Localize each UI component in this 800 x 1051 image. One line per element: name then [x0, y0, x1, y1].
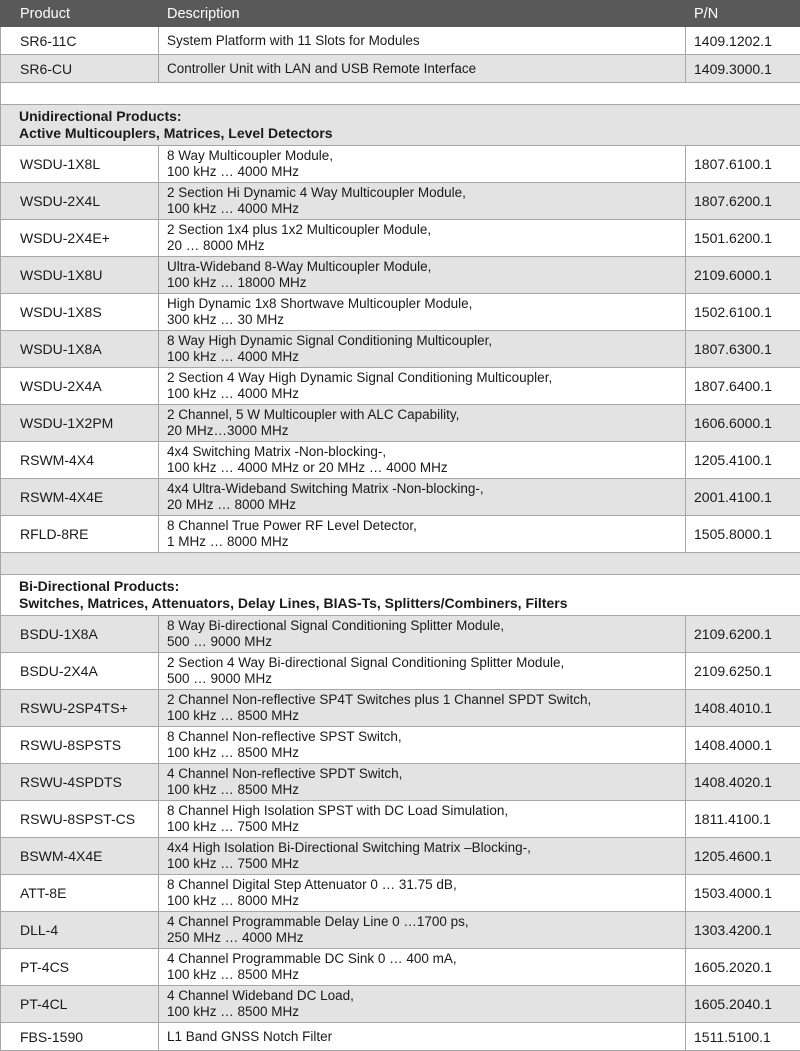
- description-cell: [159, 257, 686, 294]
- description-cell: [159, 146, 686, 183]
- pn-cell: 1605.2040.1: [686, 986, 800, 1023]
- table-row: [1, 442, 800, 479]
- pn-cell: 1408.4000.1: [686, 727, 800, 764]
- product-cell: RSWM-4X4E: [1, 479, 159, 516]
- table-row: [1, 653, 800, 690]
- description-cell: [159, 838, 686, 875]
- column-header-description: Description: [159, 1, 686, 27]
- pn-cell: 1807.6100.1: [686, 146, 800, 183]
- description-line: 20 MHz…3000 MHz: [167, 423, 677, 439]
- product-cell: WSDU-2X4L: [1, 183, 159, 220]
- description-line: 1 MHz … 8000 MHz: [167, 534, 677, 550]
- description-cell: [159, 27, 686, 55]
- description-line: 4x4 Switching Matrix -Non-blocking-,: [167, 444, 677, 460]
- pn-cell: 1205.4600.1: [686, 838, 800, 875]
- section-header-row: [1, 575, 800, 616]
- description-line: 8 Way Bi-directional Signal Conditioning Splitter Module,: [167, 618, 677, 634]
- product-cell: BSDU-2X4A: [1, 653, 159, 690]
- description-line: Controller Unit with LAN and USB Remote Interface: [167, 61, 677, 77]
- table-header-row: [1, 1, 800, 27]
- product-cell: WSDU-1X8S: [1, 294, 159, 331]
- product-cell: WSDU-1X2PM: [1, 405, 159, 442]
- pn-cell: 1501.6200.1: [686, 220, 800, 257]
- description-line: 100 kHz … 7500 MHz: [167, 819, 677, 835]
- description-cell: [159, 55, 686, 83]
- column-header-pn: P/N: [686, 1, 800, 27]
- section-title-line: Unidirectional Products:: [19, 108, 799, 126]
- section-title-line: Active Multicouplers, Matrices, Level Detectors: [19, 125, 799, 143]
- product-cell: RFLD-8RE: [1, 516, 159, 553]
- description-line: 2 Section 4 Way Bi-directional Signal Conditioning Splitter Module,: [167, 655, 677, 671]
- spacer-row: [1, 553, 800, 575]
- table-row: [1, 616, 800, 653]
- table-row: [1, 949, 800, 986]
- product-cell: WSDU-1X8L: [1, 146, 159, 183]
- description-line: 100 kHz … 8500 MHz: [167, 1004, 677, 1020]
- pn-cell: 2109.6200.1: [686, 616, 800, 653]
- description-cell: [159, 875, 686, 912]
- product-cell: ATT-8E: [1, 875, 159, 912]
- section-header-cell: [1, 575, 800, 616]
- description-line: Ultra-Wideband 8-Way Multicoupler Module,: [167, 259, 677, 275]
- description-line: 8 Channel True Power RF Level Detector,: [167, 518, 677, 534]
- description-cell: [159, 442, 686, 479]
- description-line: 4x4 Ultra-Wideband Switching Matrix -Non-blocking-,: [167, 481, 677, 497]
- product-cell: WSDU-2X4E+: [1, 220, 159, 257]
- description-cell: [159, 616, 686, 653]
- description-cell: [159, 368, 686, 405]
- table-row: [1, 516, 800, 553]
- description-line: 100 kHz … 8000 MHz: [167, 893, 677, 909]
- description-cell: [159, 986, 686, 1023]
- description-line: 100 kHz … 8500 MHz: [167, 745, 677, 761]
- description-line: 500 … 9000 MHz: [167, 634, 677, 650]
- product-cell: DLL-4: [1, 912, 159, 949]
- description-cell: [159, 949, 686, 986]
- description-cell: [159, 479, 686, 516]
- description-cell: [159, 183, 686, 220]
- description-line: 100 kHz … 18000 MHz: [167, 275, 677, 291]
- description-line: 250 MHz … 4000 MHz: [167, 930, 677, 946]
- section-header-cell: [1, 105, 800, 146]
- description-line: 8 Channel Digital Step Attenuator 0 … 31.75 dB,: [167, 877, 677, 893]
- table-row: [1, 368, 800, 405]
- description-cell: [159, 331, 686, 368]
- description-line: 100 kHz … 4000 MHz: [167, 386, 677, 402]
- description-cell: [159, 801, 686, 838]
- table-row: [1, 875, 800, 912]
- description-line: 100 kHz … 8500 MHz: [167, 967, 677, 983]
- pn-cell: 2001.4100.1: [686, 479, 800, 516]
- product-cell: PT-4CS: [1, 949, 159, 986]
- description-cell: [159, 220, 686, 257]
- table-row: [1, 690, 800, 727]
- description-cell: [159, 690, 686, 727]
- table-row: [1, 838, 800, 875]
- table-row: [1, 912, 800, 949]
- description-line: High Dynamic 1x8 Shortwave Multicoupler Module,: [167, 296, 677, 312]
- product-cell: SR6-CU: [1, 55, 159, 83]
- table-row: [1, 986, 800, 1023]
- product-cell: RSWU-8SPSTS: [1, 727, 159, 764]
- table-row: [1, 331, 800, 368]
- pn-cell: 2109.6250.1: [686, 653, 800, 690]
- description-line: 300 kHz … 30 MHz: [167, 312, 677, 328]
- pn-cell: 1408.4010.1: [686, 690, 800, 727]
- description-line: System Platform with 11 Slots for Modules: [167, 33, 677, 49]
- column-header-product: Product: [1, 1, 159, 27]
- description-line: 100 kHz … 8500 MHz: [167, 708, 677, 724]
- table-row: [1, 55, 800, 83]
- description-cell: [159, 653, 686, 690]
- product-cell: RSWM-4X4: [1, 442, 159, 479]
- pn-cell: 1502.6100.1: [686, 294, 800, 331]
- description-line: 4 Channel Wideband DC Load,: [167, 988, 677, 1004]
- pn-cell: 1205.4100.1: [686, 442, 800, 479]
- section-title-line: Switches, Matrices, Attenuators, Delay Lines, BIAS-Ts, Splitters/Combiners, Filters: [19, 595, 799, 613]
- description-cell: [159, 727, 686, 764]
- description-line: 2 Section Hi Dynamic 4 Way Multicoupler Module,: [167, 185, 677, 201]
- table-row: [1, 183, 800, 220]
- product-cell: RSWU-4SPDTS: [1, 764, 159, 801]
- table-row: [1, 405, 800, 442]
- section-title-line: Bi-Directional Products:: [19, 578, 799, 596]
- pn-cell: 1303.4200.1: [686, 912, 800, 949]
- description-line: 8 Channel Non-reflective SPST Switch,: [167, 729, 677, 745]
- section-header-row: [1, 105, 800, 146]
- description-line: 4x4 High Isolation Bi-Directional Switching Matrix –Blocking-,: [167, 840, 677, 856]
- pn-cell: 2109.6000.1: [686, 257, 800, 294]
- table-row: [1, 479, 800, 516]
- description-line: 500 … 9000 MHz: [167, 671, 677, 687]
- table-row: [1, 294, 800, 331]
- table-row: [1, 727, 800, 764]
- pn-cell: 1811.4100.1: [686, 801, 800, 838]
- product-cell: WSDU-2X4A: [1, 368, 159, 405]
- spacer-row: [1, 83, 800, 105]
- description-line: 4 Channel Non-reflective SPDT Switch,: [167, 766, 677, 782]
- description-line: 100 kHz … 4000 MHz or 20 MHz … 4000 MHz: [167, 460, 677, 476]
- table-row: [1, 27, 800, 55]
- pn-cell: 1503.4000.1: [686, 875, 800, 912]
- pn-cell: 1408.4020.1: [686, 764, 800, 801]
- product-cell: BSDU-1X8A: [1, 616, 159, 653]
- pn-cell: 1409.1202.1: [686, 27, 800, 55]
- table-row: [1, 257, 800, 294]
- pn-cell: 1605.2020.1: [686, 949, 800, 986]
- description-line: 8 Way Multicoupler Module,: [167, 148, 677, 164]
- description-line: 100 kHz … 4000 MHz: [167, 201, 677, 217]
- description-line: 20 … 8000 MHz: [167, 238, 677, 254]
- description-line: 4 Channel Programmable Delay Line 0 …1700 ps,: [167, 914, 677, 930]
- description-cell: [159, 516, 686, 553]
- spacer-cell: [1, 83, 800, 105]
- description-line: 4 Channel Programmable DC Sink 0 … 400 mA,: [167, 951, 677, 967]
- description-line: 2 Channel, 5 W Multicoupler with ALC Capability,: [167, 407, 677, 423]
- product-cell: RSWU-8SPST-CS: [1, 801, 159, 838]
- pn-cell: 1807.6400.1: [686, 368, 800, 405]
- table-row: [1, 764, 800, 801]
- pn-cell: 1409.3000.1: [686, 55, 800, 83]
- pn-cell: 1505.8000.1: [686, 516, 800, 553]
- description-line: 20 MHz … 8000 MHz: [167, 497, 677, 513]
- description-line: 100 kHz … 4000 MHz: [167, 349, 677, 365]
- product-cell: FBS-1590: [1, 1023, 159, 1051]
- description-line: 2 Section 1x4 plus 1x2 Multicoupler Module,: [167, 222, 677, 238]
- product-cell: RSWU-2SP4TS+: [1, 690, 159, 727]
- pn-cell: 1807.6300.1: [686, 331, 800, 368]
- product-cell: BSWM-4X4E: [1, 838, 159, 875]
- description-line: L1 Band GNSS Notch Filter: [167, 1029, 677, 1045]
- table-row: [1, 146, 800, 183]
- product-cell: SR6-11C: [1, 27, 159, 55]
- pn-cell: 1606.6000.1: [686, 405, 800, 442]
- description-cell: [159, 912, 686, 949]
- description-line: 100 kHz … 8500 MHz: [167, 782, 677, 798]
- product-table-body: [1, 27, 800, 1051]
- product-cell: PT-4CL: [1, 986, 159, 1023]
- product-cell: WSDU-1X8U: [1, 257, 159, 294]
- description-cell: [159, 294, 686, 331]
- description-line: 100 kHz … 4000 MHz: [167, 164, 677, 180]
- product-cell: WSDU-1X8A: [1, 331, 159, 368]
- pn-cell: 1511.5100.1: [686, 1023, 800, 1051]
- description-cell: [159, 405, 686, 442]
- description-line: 2 Section 4 Way High Dynamic Signal Conditioning Multicoupler,: [167, 370, 677, 386]
- description-cell: [159, 764, 686, 801]
- table-row: [1, 801, 800, 838]
- table-row: [1, 220, 800, 257]
- description-line: 100 kHz … 7500 MHz: [167, 856, 677, 872]
- spacer-cell: [1, 553, 800, 575]
- pn-cell: 1807.6200.1: [686, 183, 800, 220]
- description-line: 8 Channel High Isolation SPST with DC Load Simulation,: [167, 803, 677, 819]
- description-line: 2 Channel Non-reflective SP4T Switches plus 1 Channel SPDT Switch,: [167, 692, 677, 708]
- description-line: 8 Way High Dynamic Signal Conditioning Multicoupler,: [167, 333, 677, 349]
